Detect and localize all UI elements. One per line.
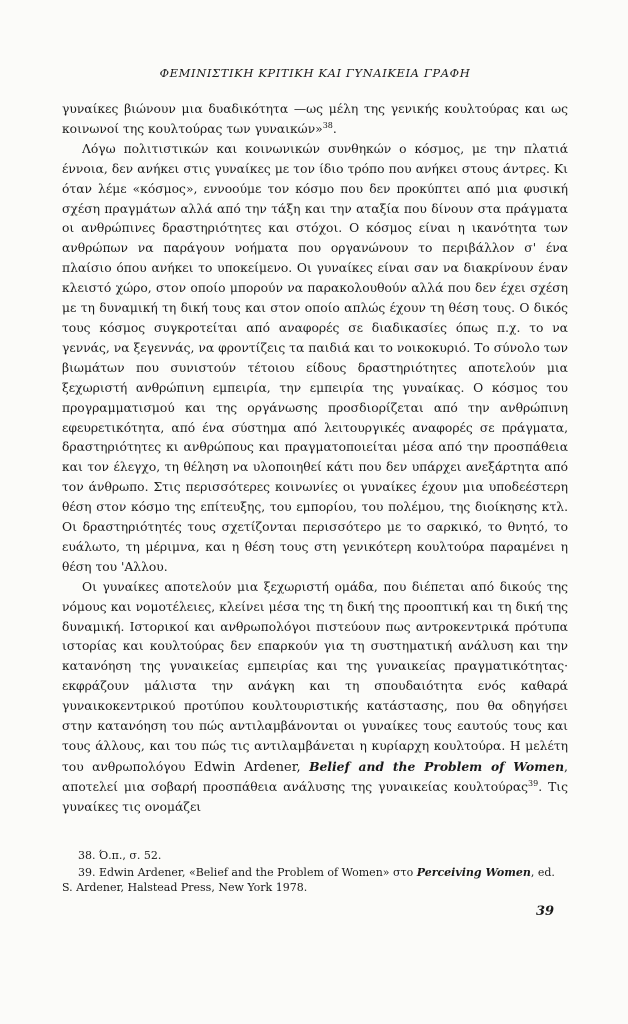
paragraph-3-text-a: Οι γυναίκες αποτελούν μια ξεχωριστή ομάδα, που διέπεται από δικούς της νόμους και νομοτέλειες, κλείνει μέσα της τη δική της προοπτική και τη δική της δυναμική. Ιστορικοί και ανθρωπολόγοι πιστεύουν πως αντροκεντρικά πρότυπα ιστορίας και κουλτούρας δεν επαρκούν για τη συστηματική ανάλυση και την κατανόηση της γυναικείας εμπειρίας και της γυναικείας πραγματικότητας· εκφράζουν μάλιστα την ανάγκη και τη σπουδαιότητα ενός καθαρά γυναικοκεντρικού προτύπου κουλτουριστικής κατάστασης, που θα οδηγήσει στην κατανόηση του πώς αντιλαμβάνονται οι γυναίκες τους εαυτούς τους και τους άλλους, και του πώς τις αντιλαμβάνεται η κυρίαρχη κουλτούρα. Η μελέτη του ανθρωπολόγου [62,579,568,774]
footnote-38: 38. Ό.π., σ. 52. [78,848,162,862]
paragraph-1-text: γυναίκες βιώνουν μια δυαδικότητα —ως μέλη της γενικής κουλτούρας και ως κοινωνοί της κουλτούρας των γυναικών» [62,102,568,136]
paragraph-3-text-b: , αποτελεί μια σοβαρή προσπάθεια ανάλυσης της γυναικείας κουλτούρας [62,759,568,794]
main-text [62,100,568,818]
footnote-39-text-b: , ed. S. Ardener, Halstead Press, New York 1978. [62,865,555,894]
paragraph-3-text-c: . Τις γυναίκες τις ονομάζει [62,779,569,814]
footnote-ref-38[interactable]: 38 [322,120,333,130]
book-page [62,66,568,897]
author-name: Edwin Ardener, [193,759,301,775]
footnote-39-title: Perceiving Women [416,865,531,879]
running-head: ΦΕΜΙΝΙΣΤΙΚΗ ΚΡΙΤΙΚΗ ΚΑΙ ΓΥΝΑΙΚΕΙΑ ΓΡΑΦΗ [159,66,471,80]
footnote-ref-39[interactable]: 39 [528,778,539,788]
page-number: 39 [536,904,555,919]
footnote-39 [62,865,568,895]
footnote-39-text-a: 39. Edwin Ardener, «Belief and the Problem of Women» στο [78,865,414,879]
paragraph-1-end: . [332,121,337,136]
footnotes [62,848,568,895]
paragraph-3 [62,578,568,818]
work-title: Belief and the Problem of Women [309,758,565,774]
paragraph-2: Λόγω πολιτιστικών και κοινωνικών συνθηκών ο κόσμος, με την πλατιά έννοια, δεν ανήκει στις γυναίκες με τον ίδιο τρόπο που ανήκει στους άντρες. Κι όταν λέμε «κόσμος», εννοούμε τον κόσμο που δεν προκύπτει από μια φυσική σχέση πραγμάτων αλλά από την τάξη και την αταξία που δίνουν στα πράγματα οι ανθρώπινες δραστηριότητες και στόχοι. Ο κόσμος είναι η ικανότητα των ανθρώπων να παράγουν νοήματα που οργανώνουν το περιβάλλον σ' ένα πλαίσιο όπου ανήκει το υποκείμενο. Οι γυναίκες είναι σαν να διακρίνουν έναν κλειστό χώρο, στον οποίο μπορούν να παρακολουθούν αλλά που δεν έχει σχέση με τη δυναμική τη δική τους και στον οποίο απλώς έχουν τη θέση τους. Ο δικός τους κόσμος συγκροτείται από αναφορές σε διαδικασίες όπως π.χ. το να γεννάς, να ξεγεννάς, να φροντίζεις τα παιδιά και το νοικοκυριό. Το σύνολο των βιωμάτων που συνιστούν τέτοιου είδους δραστηριότητες αποτελούν μια ξεχωριστή ανθρώπινη εμπειρία, την εμπειρία της γυναίκας. Ο κόσμος του προγραμματισμού και της οργάνωσης προσδιορίζεται από την ανθρώπινη εφευρετικότητα, από ένα σύστημα από λειτουργικές αναφορές σε πράγματα, δραστηριότητες κι ανθρώπους και πραγματοποιείται μέσα από την προσπάθεια και τον έλεγχο, τη θέληση να υλοποιηθεί κάτι που δεν υπάρχει ανεξάρτητα από τον άνθρωπο. Στις περισσότερες κοινωνίες οι γυναίκες έχουν μια υποδεέστερη θέση στον κόσμο της επίτευξης, του εμπορίου, του πολέμου, της διοίκησης κτλ. Οι δραστηριότητές τους σχετίζονται περισσότερο με το σαρκικό, το θνητό, το ευάλωτο, τη μέριμνα, και η θέση τους στη γενικότερη κουλτούρα παραμένει η θέση του 'Αλλου. [62,141,568,574]
paragraph-1 [62,100,568,140]
